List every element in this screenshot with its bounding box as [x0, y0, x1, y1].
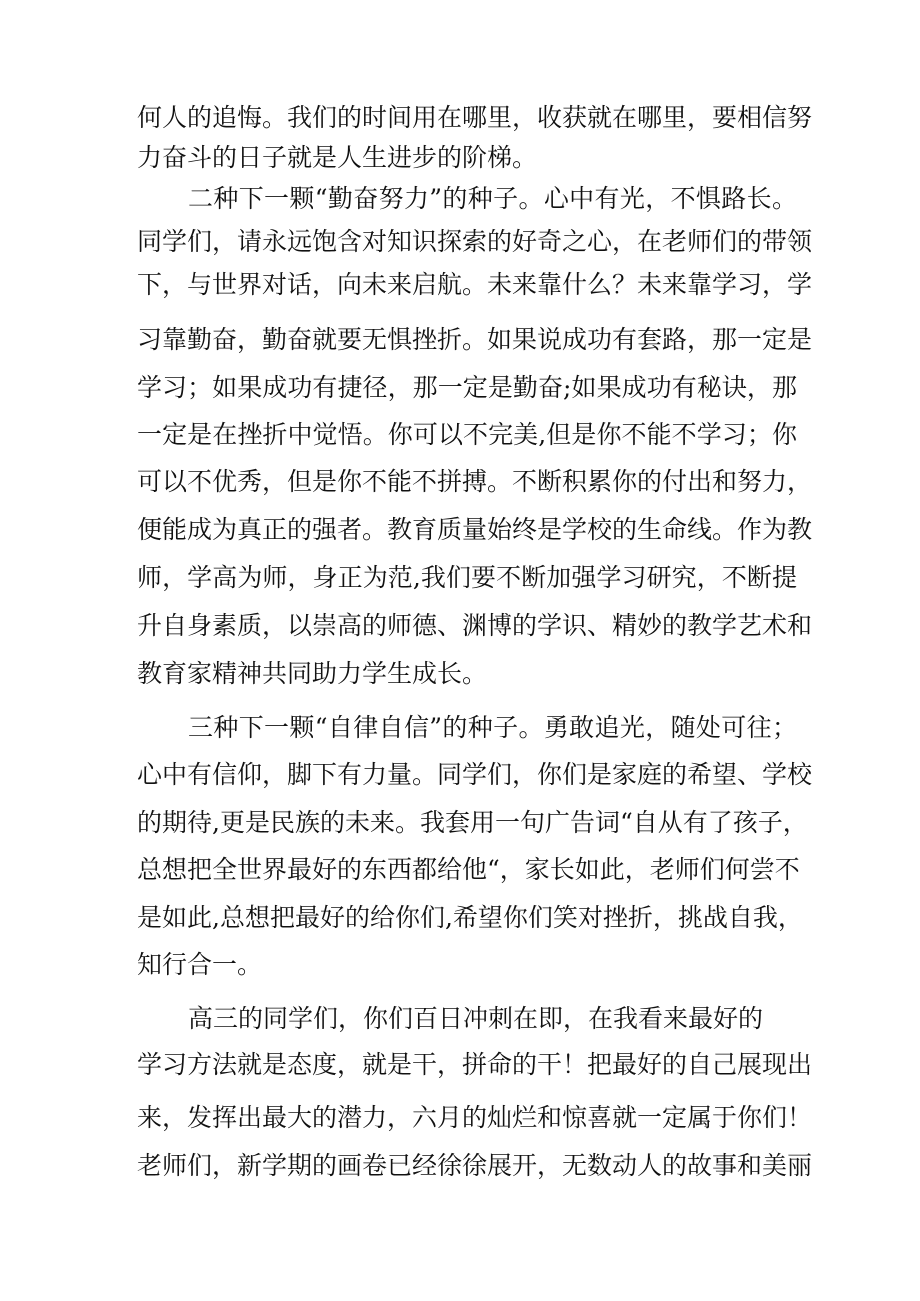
text-line: 是如此,总想把最好的给你们,希望你们笑对挫折，挑战自我， — [137, 903, 803, 932]
text-line: 力奋斗的日子就是人生进步的阶梯。 — [137, 143, 538, 172]
text-line: 下，与世界对话，向未来启航。未来靠什么？未来靠学习，学 — [137, 270, 813, 299]
text-line: 来，发挥出最大的潜力，六月的灿烂和惊喜就一定属于你们！ — [137, 1103, 813, 1132]
text-line: 何人的追悔。我们的时间用在哪里，收获就在哪里，要相信努 — [137, 103, 813, 132]
text-line: 一定是在挫折中觉悟。你可以不完美,但是你不能不学习；你 — [137, 420, 797, 449]
text-line: 总想把全世界最好的东西都给他“，家长如此，老师们何尝不 — [137, 855, 800, 884]
text-line: 学习；如果成功有捷径，那一定是勤奋;如果成功有秘诀，那 — [137, 373, 797, 402]
text-line: 学习方法就是态度，就是干，拼命的干！把最好的自己展现出 — [137, 1050, 813, 1079]
paragraph-heading-line: 三种下一颗“自律自信”的种子。勇敢追光，随处可往； — [188, 713, 797, 742]
text-line: 教育家精神共同助力学生成长。 — [137, 659, 488, 688]
text-line: 升自身素质，以崇高的师德、渊博的学识、精妙的教学艺术和 — [137, 611, 813, 640]
text-line: 同学们，请永远饱含对知识探索的好奇之心，在老师们的带领 — [137, 227, 813, 256]
paragraph-heading-line: 二种下一颗“勤奋努力”的种子。心中有光，不惧路长。 — [188, 184, 797, 213]
text-line: 的期待,更是民族的未来。我套用一句广告词“自从有了孩子， — [137, 808, 808, 837]
text-line: 习靠勤奋，勤奋就要无惧挫折。如果说成功有套路，那一定是 — [137, 325, 813, 354]
paragraph-heading-line: 高三的同学们，你们百日冲刺在即，在我看来最好的 — [188, 1004, 764, 1033]
text-line: 可以不优秀，但是你不能不拼搏。不断积累你的付出和努力， — [137, 467, 813, 496]
text-line: 心中有信仰，脚下有力量。同学们，你们是家庭的希望、学校 — [137, 760, 813, 789]
text-line: 老师们，新学期的画卷已经徐徐展开，无数动人的故事和美丽 — [137, 1151, 813, 1180]
text-line: 便能成为真正的强者。教育质量始终是学校的生命线。作为教 — [137, 515, 813, 544]
text-line: 师，学高为师，身正为范,我们要不断加强学习研究，不断提 — [137, 563, 797, 592]
text-line: 知行合一。 — [137, 950, 263, 979]
